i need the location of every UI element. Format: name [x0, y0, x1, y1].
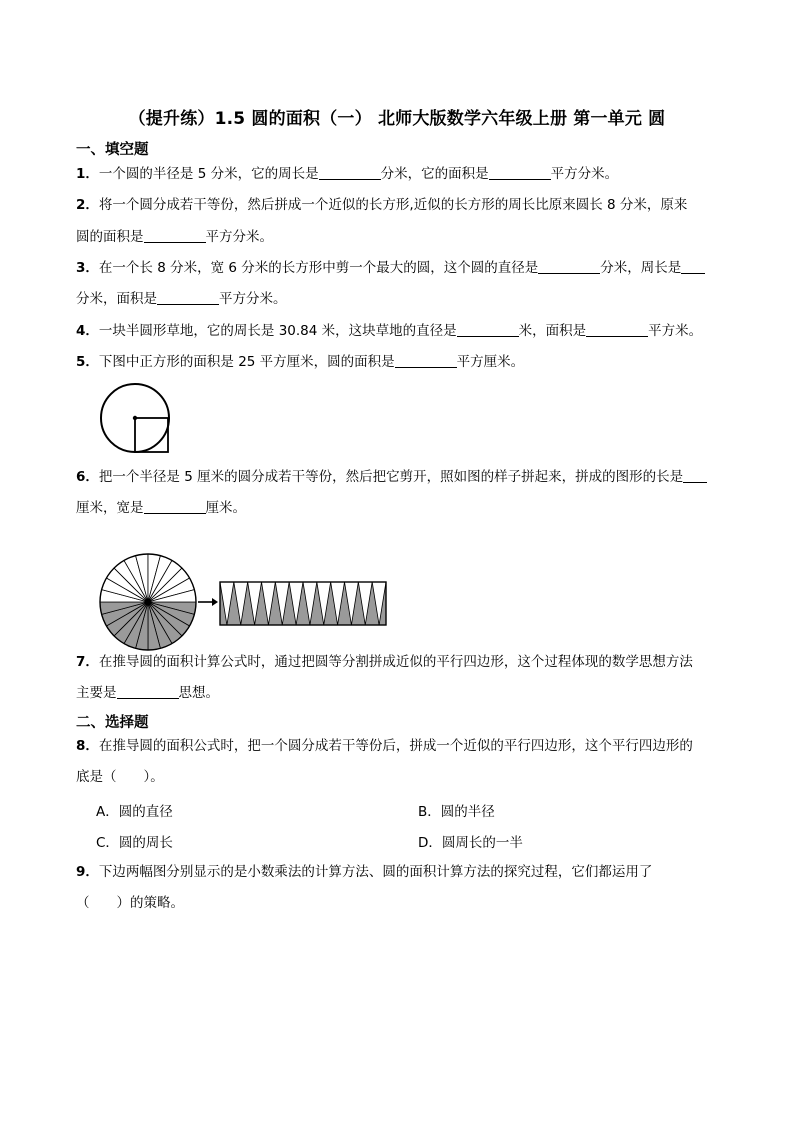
answer-blank[interactable]	[489, 165, 551, 180]
question-text: 厘米，宽是	[76, 500, 144, 516]
section-multiple-choice: 二、选择题	[76, 715, 149, 731]
question-number: 5．	[76, 354, 99, 370]
question-6-line-2	[76, 492, 748, 524]
answer-blank[interactable]	[144, 228, 206, 243]
question-1	[76, 158, 748, 190]
question-number: 4．	[76, 323, 99, 339]
answer-blank[interactable]	[144, 499, 206, 514]
question-number: 2．	[76, 197, 99, 213]
question-text: 把一个半径是 5 厘米的圆分成若干等份，然后把它剪开，照如图的样子拼起来，拼成的图形的长是	[98, 469, 684, 485]
answer-blank[interactable]	[586, 322, 648, 337]
question-9-line-2	[76, 887, 748, 919]
question-number: 3．	[76, 260, 99, 276]
sectored-circle	[100, 554, 196, 650]
question-text: 下图中正方形的面积是 25 平方厘米，圆的面积是	[98, 354, 395, 370]
question-number: 6．	[76, 469, 99, 485]
answer-blank[interactable]	[538, 259, 600, 274]
question-6	[76, 461, 748, 493]
answer-blank[interactable]	[117, 684, 179, 699]
question-7	[76, 646, 748, 678]
question-8-line-2	[76, 761, 748, 793]
option-d[interactable]: D．圆周长的一半	[418, 835, 523, 851]
question-text: 一个圆的半径是 5 分米，它的周长是	[98, 166, 319, 182]
question-text: 分米，它的面积是	[380, 166, 489, 182]
question-number: 1．	[76, 166, 99, 182]
answer-blank[interactable]	[157, 290, 219, 305]
answer-blank[interactable]	[683, 468, 707, 483]
arrow-icon	[198, 598, 218, 606]
question-text: 底是（ ）。	[76, 769, 164, 785]
question-number: 8．	[76, 738, 99, 754]
rearranged-strip	[220, 582, 386, 625]
circle-square-figure	[96, 382, 176, 456]
question-text: 平方米。	[648, 323, 703, 339]
question-text: 圆的面积是	[76, 229, 144, 245]
question-text: 平方厘米。	[456, 354, 525, 370]
question-text: 平方分米。	[219, 291, 287, 307]
question-4	[76, 315, 748, 347]
question-7-line-2	[76, 677, 748, 709]
page-title: （提升练）1.5 圆的面积（一） 北师大版数学六年级上册 第一单元 圆	[128, 109, 666, 129]
question-text: 分米，周长是	[600, 260, 682, 276]
question-text: 将一个圆分成若干等份，然后拼成一个近似的长方形,近似的长方形的周长比原来圆长 8 分米，原来	[98, 197, 688, 213]
question-text: 下边两幅图分别显示的是小数乘法的计算方法、圆的面积计算方法的探究过程，它们都运用了	[98, 864, 653, 880]
question-number: 9．	[76, 864, 99, 880]
answer-blank[interactable]	[319, 165, 381, 180]
question-3-line-2	[76, 283, 748, 315]
option-a[interactable]: A．圆的直径	[96, 804, 173, 820]
question-text: 分米，面积是	[76, 291, 157, 307]
question-2	[76, 189, 748, 221]
question-text: 平方分米。	[550, 166, 619, 182]
question-text: 在一个长 8 分米，宽 6 分米的长方形中剪一个最大的圆，这个圆的直径是	[98, 260, 539, 276]
section-fill-in: 一、填空题	[76, 142, 149, 158]
answer-blank[interactable]	[395, 353, 457, 368]
question-text: 在推导圆的面积公式时，把一个圆分成若干等份后，拼成一个近似的平行四边形，这个平行四边形的	[98, 738, 693, 754]
question-9	[76, 856, 748, 888]
answer-blank[interactable]	[457, 322, 519, 337]
question-text: 主要是	[76, 685, 117, 701]
question-text: （ ）的策略。	[76, 895, 184, 911]
center-dot	[133, 416, 137, 420]
option-b[interactable]: B．圆的半径	[418, 804, 495, 820]
option-c[interactable]: C．圆的周长	[96, 835, 173, 851]
question-5	[76, 346, 748, 378]
question-number: 7．	[76, 654, 99, 670]
question-text: 平方分米。	[205, 229, 273, 245]
question-text: 米，面积是	[518, 323, 587, 339]
question-text: 在推导圆的面积计算公式时，通过把圆等分割拼成近似的平行四边形，这个过程体现的数学思想方法	[98, 654, 693, 670]
circle-rearrangement-figure	[96, 540, 396, 662]
question-text: 厘米。	[205, 500, 246, 516]
question-text: 思想。	[178, 685, 219, 701]
answer-blank[interactable]	[681, 259, 705, 274]
question-3	[76, 252, 748, 284]
question-2-line-2	[76, 221, 748, 253]
question-text: 一块半圆形草地，它的周长是 30.84 米，这块草地的直径是	[98, 323, 457, 339]
question-8	[76, 730, 748, 762]
